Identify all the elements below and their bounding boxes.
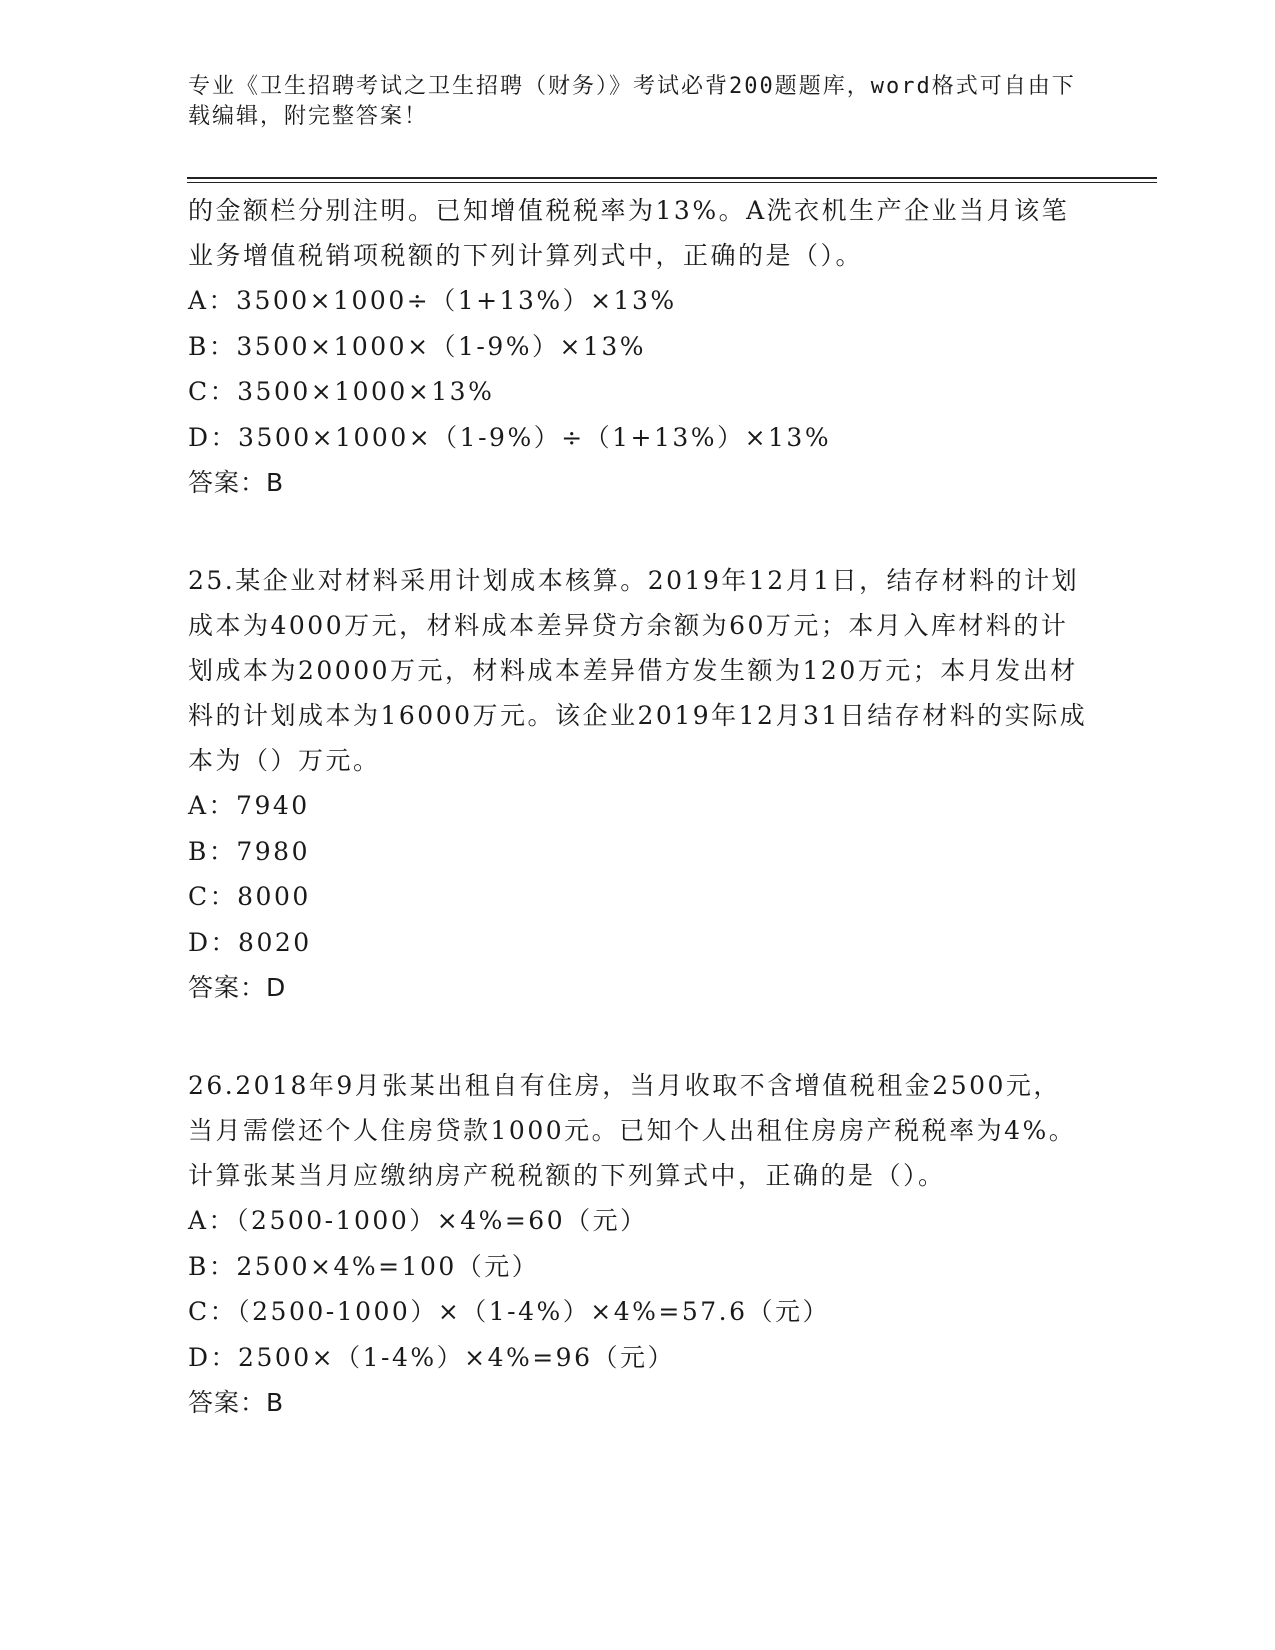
option-c: C：3500×1000×13% [188, 377, 495, 406]
header-divider [187, 177, 1157, 183]
option-a: A：7940 [188, 791, 310, 820]
question-stem: 的金额栏分别注明。已知增值税税率为13%。A洗衣机生产企业当月该笔业务增值税销项税额的下列计算列式中，正确的是（）。 [188, 196, 1070, 270]
question-stem: 25.某企业对材料采用计划成本核算。2019年12月1日，结存材料的计划成本为4000万元，材料成本差异贷方余额为60万元；本月入库材料的计划成本为20000万元，材料成本差异借方发生额为120万元；本月发出材料的计划成本为16000万元。该企业2019年12月31日结存材料的实际成本为（）万元。 [188, 566, 1088, 775]
answer-line: 答案：B [188, 1388, 285, 1417]
option-b: B：7980 [188, 836, 310, 866]
option-b: B：3500×1000×（1-9%）×13% [188, 331, 647, 361]
option-d: D：3500×1000×（1-9%）÷（1+13%）×13% [188, 422, 832, 452]
question-25 [188, 558, 1088, 1010]
option-d: D：8020 [188, 927, 312, 957]
document-body [188, 188, 1088, 1425]
option-a: A：3500×1000÷（1+13%）×13% [188, 286, 677, 315]
option-d: D：2500×（1-4%）×4%=96（元） [188, 1342, 675, 1372]
answer-line: 答案：D [188, 973, 287, 1002]
option-a: A：（2500-1000）×4%=60（元） [188, 1206, 648, 1235]
question-26 [188, 1063, 1088, 1425]
option-c: C：8000 [188, 882, 311, 911]
question-stem: 26.2018年9月张某出租自有住房，当月收取不含增值税租金2500元，当月需偿还个人住房贷款1000元。已知个人出租住房房产税税率为4%。计算张某当月应缴纳房产税税额的下列算式中，正确的是（）。 [188, 1071, 1077, 1190]
option-b: B：2500×4%=100（元） [188, 1251, 540, 1281]
page-header: 专业《卫生招聘考试之卫生招聘（财务）》考试必背200题题库，word格式可自由下载编辑，附完整答案！ [188, 74, 1076, 129]
option-c: C：（2500-1000）×（1-4%）×4%=57.6（元） [188, 1297, 831, 1326]
answer-line: 答案：B [188, 468, 285, 497]
question-carryover [188, 188, 1088, 505]
